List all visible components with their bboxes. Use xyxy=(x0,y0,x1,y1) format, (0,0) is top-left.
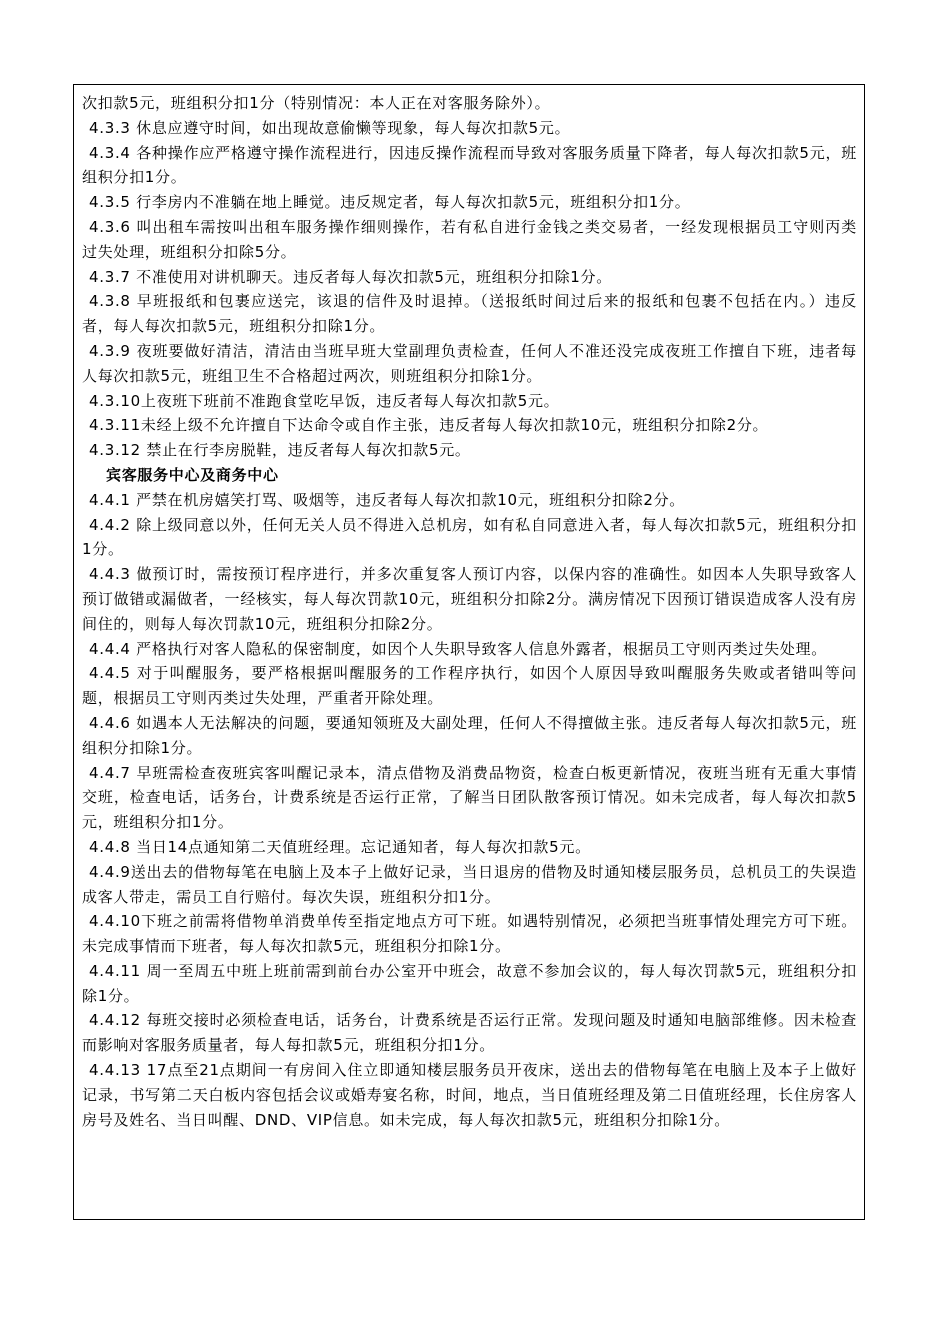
section-heading: 宾客服务中心及商务中心 xyxy=(106,465,279,484)
rule-paragraph: 4.3.4 各种操作应严格遵守操作流程进行，因违反操作流程而导致对客服务质量下降者，每人每次扣款5元，班组积分扣1分。 xyxy=(82,143,857,187)
rules-table-cell xyxy=(73,84,865,1220)
rule-paragraph: 4.3.8 早班报纸和包裹应送完，该退的信件及时退掉。（送报纸时间过后来的报纸和包裹不包括在内。）违反者，每人每次扣款5元，班组积分扣除1分。 xyxy=(82,292,857,336)
rule-paragraph: 4.3.5 行李房内不准躺在地上睡觉。违反规定者，每人每次扣款5元，班组积分扣1分。 xyxy=(89,193,691,212)
rule-paragraph: 4.4.3 做预订时，需按预订程序进行，并多次重复客人预订内容，以保内容的准确性。如因本人失职导致客人预订做错或漏做者，一经核实，每人每次罚款10元，班组积分扣除2分。满房情况下因预订错误造成客人没有房间住的，则每人每次罚款10元，班组积分扣除2分。 xyxy=(82,565,857,633)
rule-paragraph: 4.3.12 禁止在行李房脱鞋，违反者每人每次扣款5元。 xyxy=(89,441,471,460)
rule-paragraph: 4.4.5 对于叫醒服务，要严格根据叫醒服务的工作程序执行，如因个人原因导致叫醒服务失败或者错叫等问题，根据员工守则丙类过失处理，严重者开除处理。 xyxy=(82,664,857,708)
rule-paragraph: 4.4.10下班之前需将借物单消费单传至指定地点方可下班。如遇特别情况，必须把当班事情处理完方可下班。未完成事情而下班者，每人每次扣款5元，班组积分扣除1分。 xyxy=(82,912,857,956)
rule-paragraph: 4.4.12 每班交接时必须检查电话，话务台，计费系统是否运行正常。发现问题及时通知电脑部维修。因未检查而影响对客服务质量者，每人每扣款5元，班组积分扣1分。 xyxy=(82,1011,857,1055)
rule-paragraph: 4.4.9送出去的借物每笔在电脑上及本子上做好记录，当日退房的借物及时通知楼层服务员，总机员工的失误造成客人带走，需员工自行赔付。每次失误，班组积分扣1分。 xyxy=(82,862,857,906)
rule-paragraph: 4.3.7 不准使用对讲机聊天。违反者每人每次扣款5元，班组积分扣除1分。 xyxy=(89,267,612,286)
rule-paragraph: 4.4.13 17点至21点期间一有房间入住立即通知楼层服务员开夜床，送出去的借物每笔在电脑上及本子上做好记录，书写第二天白板内容包括会议或婚寿宴名称，时间，地点，当日值班经理及第二日值班经理，长住房客人房号及姓名、当日叫醒、DND、VIP信息。如未完成，每人每次扣款5元，班组积分扣除1分。 xyxy=(82,1061,857,1129)
rule-paragraph: 4.4.4 严格执行对客人隐私的保密制度，如因个人失职导致客人信息外露者，根据员工守则丙类过失处理。 xyxy=(89,639,827,658)
rule-paragraph: 4.4.1 严禁在机房嬉笑打骂、吸烟等，违反者每人每次扣款10元，班组积分扣除2分。 xyxy=(89,490,685,509)
rule-paragraph: 4.4.7 早班需检查夜班宾客叫醒记录本，清点借物及消费品物资，检查白板更新情况，夜班当班有无重大事情交班，检查电话，话务台，计费系统是否运行正常，了解当日团队散客预订情况。如未完成者，每人每次扣款5元，班组积分扣1分。 xyxy=(82,763,857,832)
rule-paragraph: 4.4.6 如遇本人无法解决的问题，要通知领班及大副处理，任何人不得擅做主张。违反者每人每次扣款5元，班组积分扣除1分。 xyxy=(82,713,857,757)
rule-paragraph: 4.4.8 当日14点通知第二天值班经理。忘记通知者，每人每次扣款5元。 xyxy=(89,837,591,856)
rule-paragraph: 4.3.6 叫出租车需按叫出租车服务操作细则操作，若有私自进行金钱之类交易者，一经发现根据员工守则丙类过失处理，班组积分扣除5分。 xyxy=(82,217,857,261)
rule-paragraph: 4.3.10上夜班下班前不准跑食堂吃早饭，违反者每人每次扣款5元。 xyxy=(89,391,560,410)
rule-paragraph: 4.3.3 休息应遵守时间，如出现故意偷懒等现象，每人每次扣款5元。 xyxy=(89,118,571,137)
rule-paragraph: 4.4.2 除上级同意以外，任何无关人员不得进入总机房，如有私自同意进入者，每人每次扣款5元，班组积分扣1分。 xyxy=(82,515,857,559)
rule-paragraph: 次扣款5元，班组积分扣1分（特别情况：本人正在对客服务除外）。 xyxy=(82,94,551,112)
rule-paragraph: 4.3.9 夜班要做好清洁，清洁由当班早班大堂副理负责检查，任何人不准还没完成夜班工作擅自下班，违者每人每次扣款5元，班组卫生不合格超过两次，则班组积分扣除1分。 xyxy=(82,341,857,385)
rule-paragraph: 4.4.11 周一至周五中班上班前需到前台办公室开中班会，故意不参加会议的，每人每次罚款5元，班组积分扣除1分。 xyxy=(82,961,857,1005)
rule-paragraph: 4.3.11未经上级不允许擅自下达命令或自作主张，违反者每人每次扣款10元，班组积分扣除2分。 xyxy=(89,416,769,435)
